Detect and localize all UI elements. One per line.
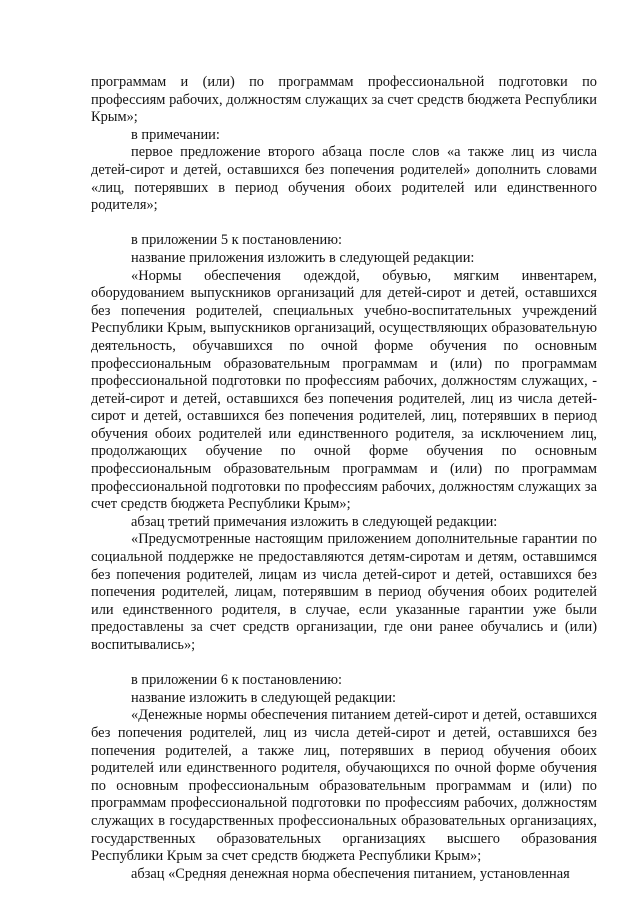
paragraph-p11: «Денежные нормы обеспечения питанием детей-сирот и детей, оставшихся без попечения родителей, лиц из числа детей-сирот и детей, оставшихся без попечения родителей, а также лиц, потерявших в период обучения обоих родителей или единственного родителя, обучающихся по очной форме обучения по основным профессиональным образовательным программам и (или) по программам профессиональной подготовки по профессиям рабочих, должностям служащих в государственных профессиональных образовательных организациях, государственных образовательных организациях высшего образования Республики Крым за счет средств бюджета Республики Крым»; <box>91 707 597 865</box>
paragraph-p10: название изложить в следующей редакции: <box>131 689 397 706</box>
paragraph-p8: «Предусмотренные настоящим приложением дополнительные гарантии по социальной поддержке не предоставляются детям-сиротам и детям, оставшимся без попечения родителей, лицам из числа детей-сирот и детей, оставшихся без попечения родителей, лицам, потерявшим в период обучения обоих родителей или единственного родителя, в случае, если указанные гарантии уже были предоставлены за счет средств организации, где они ранее обучались и (или) воспитывались»; <box>91 531 597 653</box>
paragraph-p2: в примечании: <box>131 126 220 143</box>
document-body <box>91 74 597 883</box>
paragraph-p3: первое предложение второго абзаца после слов «а также лиц из числа детей-сирот и детей, оставшихся без попечения родителей» дополнить словами «лиц, потерявших в период обучения обоих родителей или единственного родителя»; <box>91 144 597 214</box>
paragraph-p6: «Нормы обеспечения одеждой, обувью, мягким инвентарем, оборудованием выпускников организаций для детей-сирот и детей, оставшихся без попечения родителей, специальных учебно-воспитательных учреждений Республики Крым, выпускников организаций, осуществляющих образовательную деятельность, обучавшихся по очной форме обучения по основным профессиональным образовательным программам и (или) по программам профессиональной подготовки по профессиям рабочих, должностям служащих, - детей-сирот и детей, оставшихся без попечения родителей, лиц из числа детей-сирот и детей, оставшихся без попечения родителей, лиц, потерявших в период обучения обоих родителей или единственного родителя, за исключением лиц, продолжающих обучение по очной форме обучения по основным профессиональным образовательным программам и (или) по программам профессиональной подготовки по профессиям рабочих, должностям служащих за счет средств бюджета Республики Крым»; <box>91 267 597 513</box>
paragraph-p9: в приложении 6 к постановлению: <box>131 672 342 689</box>
paragraph-p1: программам и (или) по программам профессиональной подготовки по профессиям рабочих, должностям служащих за счет средств бюджета Республики Крым»; <box>91 74 597 126</box>
paragraph-p12: абзац «Средняя денежная норма обеспечения питанием, установленная <box>131 865 570 882</box>
paragraph-p5: название приложения изложить в следующей редакции: <box>131 249 475 266</box>
paragraph-p7: абзац третий примечания изложить в следующей редакции: <box>131 513 498 530</box>
paragraph-p4: в приложении 5 к постановлению: <box>131 232 342 249</box>
